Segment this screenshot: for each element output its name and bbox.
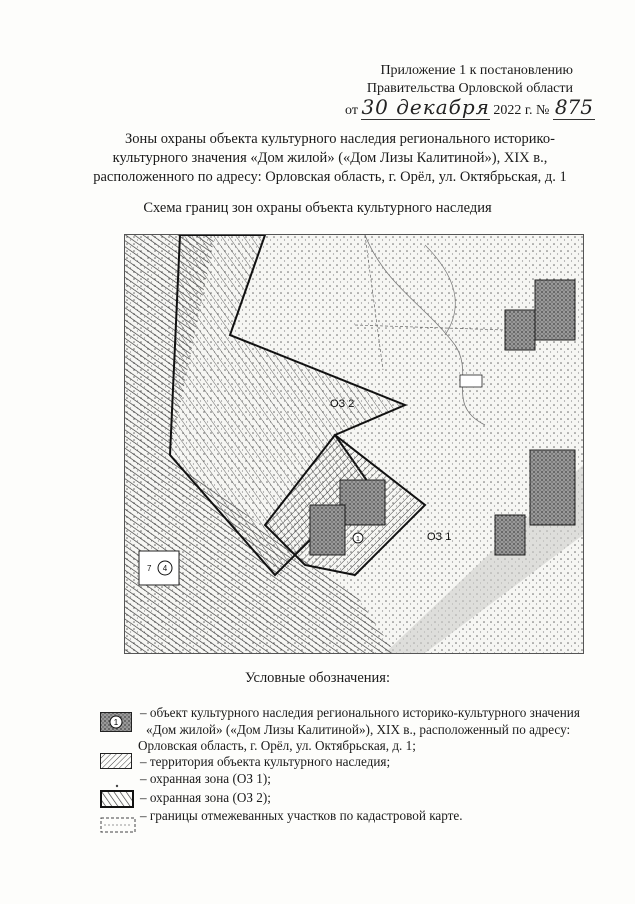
building: [530, 450, 575, 525]
oz2-label: ОЗ 2: [330, 398, 355, 410]
zone-map-svg: [125, 235, 583, 653]
appendix-date-line: [345, 95, 595, 120]
legend-item-oz1: – охранная зона (ОЗ 1);: [140, 771, 271, 786]
legend-object-line-3: Орловская область, г. Орёл, ул. Октябрьская, д. 1;: [138, 738, 416, 753]
inset-box: [139, 551, 179, 585]
appendix-line-1: Приложение 1 к постановлению: [380, 63, 573, 78]
legend-item-territory: – территория объекта культурного наследия;: [140, 754, 391, 769]
date-prefix: от: [345, 103, 358, 118]
inset-number: 7: [147, 564, 152, 573]
oz2-hatch-icon: [100, 790, 134, 813]
zone-map: [124, 234, 584, 654]
year-suffix: 2022 г. №: [493, 103, 550, 118]
legend-object-line-2: «Дом жилой» («Дом Лизы Калитиной»), XIX в., расположенный по адресу:: [146, 721, 571, 737]
building: [495, 515, 525, 555]
date-handwritten: 30 декабря: [361, 95, 490, 119]
oz1-label: ОЗ 1: [427, 531, 452, 543]
object-number-label: 1: [356, 536, 360, 543]
appendix-line-2: Правительства Орловской области: [366, 81, 573, 96]
legend-item-cadastral: – границы отмежеванных участков по кадастровой карте.: [140, 808, 463, 823]
scheme-subtitle: Схема границ зон охраны объекта культурного наследия: [143, 200, 492, 216]
territory-hatch-icon: [100, 753, 132, 774]
heritage-building: [340, 480, 385, 525]
object-icon: [100, 712, 132, 737]
inset-circle-number: 4: [162, 564, 168, 573]
building: [505, 310, 535, 350]
legend-item-oz2: – охранная зона (ОЗ 2);: [140, 790, 271, 805]
small-structure: [460, 375, 482, 387]
object-icon-number: 1: [113, 718, 119, 727]
legend-item-object: [140, 705, 600, 755]
legend-object-line-1: – объект культурного наследия регионального историко-культурного значения: [140, 705, 580, 720]
legend-title: Условные обозначения:: [244, 670, 391, 686]
cadastral-boundary-icon: [100, 815, 136, 840]
title-line-1: Зоны охраны объекта культурного наследия регионального историко-: [125, 131, 555, 147]
title-line-3: расположенного по адресу: Орловская область, г. Орёл, ул. Октябрьская, д. 1: [93, 169, 567, 185]
document-title: [60, 130, 600, 187]
heritage-building: [310, 505, 345, 555]
title-line-2: культурного значения «Дом жилой» («Дом Лизы Калитиной»), XIX в.,: [112, 150, 548, 166]
building: [535, 280, 575, 340]
number-handwritten: 875: [554, 95, 593, 119]
